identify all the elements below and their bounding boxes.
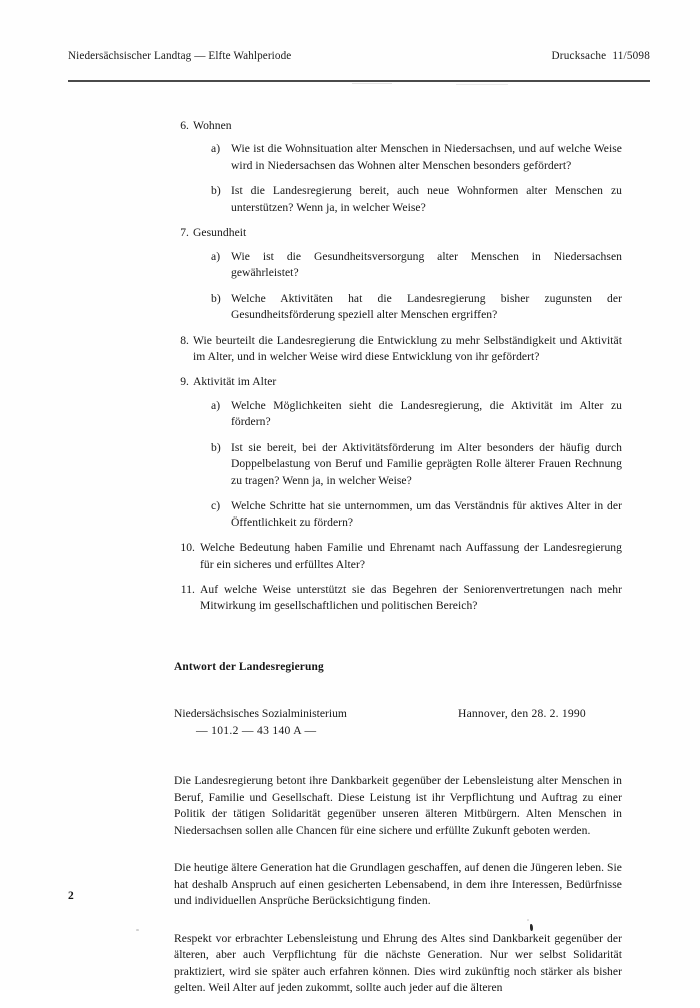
running-head-right xyxy=(552,50,650,62)
sub-item-text: Ist sie bereit, bei der Aktivitätsförderung im Alter besonders der häufig durch Doppelbelastung von Beruf und Familie geprägten Rolle älterer Frauen Rechnung zu tragen? Wenn ja, in welcher Weise? xyxy=(231,440,622,487)
item-marker: 10. xyxy=(180,541,195,555)
sub-item-marker: a) xyxy=(211,398,221,412)
scan-speckle xyxy=(456,84,508,85)
place-and-date: Hannover, den 28. 2. 1990 xyxy=(458,706,586,720)
item-marker: 6. xyxy=(180,119,189,132)
item-heading: Aktivität im Alter xyxy=(193,375,277,389)
sub-item-text: Wie ist die Wohnsituation alter Menschen in Niedersachsen, und auf welche Weise wird in Niedersachsen das Wohnen alter Menschen besonders gefördert? xyxy=(231,142,622,172)
question-item xyxy=(174,374,622,531)
item-heading: Gesundheit xyxy=(193,226,247,240)
question-item xyxy=(174,225,622,323)
sub-item xyxy=(211,498,622,531)
scan-speckle xyxy=(530,924,533,931)
sub-item-marker: b) xyxy=(211,440,221,454)
ministry-block xyxy=(174,706,622,740)
running-head-left: Niedersächsischer Landtag — Elfte Wahlperiode xyxy=(68,50,292,62)
answer-paragraph: Respekt vor erbrachter Lebensleistung und Ehrung des Altes sind Dankbarkeit gegenüber der älteren, aber auch Verpflichtung für die nächste Generation. Nur wer selbst Solidarität praktiziert, wird sie später auch erfahren können. Dies wird zukünftig noch stärker als bisher gelten. Weil Alter auf jeden zukommt, sollte auch jeder auf die älteren xyxy=(174,931,622,994)
sub-list xyxy=(193,398,622,531)
question-item xyxy=(174,582,622,615)
question-item xyxy=(174,118,622,216)
ministry-file-code: — 101.2 — 43 140 A — xyxy=(196,723,317,737)
answer-paragraph: Die heutige ältere Generation hat die Grundlagen geschaffen, auf denen die Jüngeren leben. Sie hat deshalb Anspruch auf einen gesicherten Lebensabend, in dem ihre Interessen, Bedürfnisse und individuellen Ansprüche Berücksichtigung finden. xyxy=(174,861,622,908)
item-marker: 8. xyxy=(180,333,189,347)
sub-item xyxy=(211,291,622,324)
item-marker: 11. xyxy=(180,582,195,596)
sub-item-text: Welche Möglichkeiten sieht die Landesregierung, die Aktivität im Alter zu fördern? xyxy=(231,398,622,429)
question-item xyxy=(174,333,622,366)
sub-item-text: Ist die Landesregierung bereit, auch neue Wohnformen alter Menschen zu unterstützen? Wenn ja, in welcher Weise? xyxy=(231,184,622,214)
question-list xyxy=(174,118,622,615)
page-number: 2 xyxy=(68,890,74,902)
sub-item xyxy=(211,183,622,216)
running-head xyxy=(68,50,650,62)
sub-list xyxy=(193,141,622,216)
question-item xyxy=(174,540,622,573)
sub-item xyxy=(211,141,622,174)
answer-paragraph: Die Landesregierung betont ihre Dankbarkeit gegenüber der Lebensleistung alter Menschen in Beruf, Familie und Gesellschaft. Diese Leistung ist ihr Verpflichtung und Auftrag zu einer Politik der tätigen Solidarität gegenüber unseren älteren Mitbürgern. Alten Menschen in Niedersachsen sollen alle Chancen für eine sichere und erfüllte Zukunft geboten werden. xyxy=(174,774,622,837)
sub-item-marker: b) xyxy=(211,291,221,305)
item-text: Welche Bedeutung haben Familie und Ehrenamt nach Auffassung der Landesregierung für ein sicheres und erfülltes Alter? xyxy=(200,541,622,571)
sub-list xyxy=(193,249,622,324)
sub-item-text: Wie ist die Gesundheitsversorgung alter Menschen in Niedersachsen gewährleistet? xyxy=(231,249,622,280)
sub-item-marker: c) xyxy=(211,499,221,513)
scan-speckle xyxy=(527,919,529,921)
item-text: Wie beurteilt die Landesregierung die Entwicklung zu mehr Selbständigkeit und Aktivität im Alter, und in welcher Weise wird diese Entwicklung von ihr gefördert? xyxy=(193,333,622,363)
sub-item-marker: b) xyxy=(211,184,221,198)
header-rule xyxy=(68,80,650,82)
sub-item-marker: a) xyxy=(211,142,221,156)
sub-item-text: Welche Schritte hat sie unternommen, um das Verständnis für aktives Alter in der Öffentlichkeit zu fördern? xyxy=(231,499,622,529)
answer-section-title: Antwort der Landesregierung xyxy=(174,660,324,673)
item-marker: 9. xyxy=(180,375,189,389)
drucksache-number: 11/5098 xyxy=(612,50,650,62)
drucksache-label: Drucksache xyxy=(551,50,607,62)
scan-speckle xyxy=(352,83,392,84)
item-text: Auf welche Weise unterstützt sie das Begehren der Seniorenvertretungen nach mehr Mitwirkung im gesellschaftlichen und politischen Bereich? xyxy=(200,582,622,613)
sub-item xyxy=(211,249,622,282)
page-content xyxy=(174,118,622,1008)
scan-speckle xyxy=(136,929,139,931)
ministry-name: Niedersächsisches Sozialministerium xyxy=(174,706,347,720)
sub-item xyxy=(211,398,622,431)
sub-item-text: Welche Aktivitäten hat die Landesregierung bisher zugunsten der Gesundheitsförderung speziell alter Menschen ergriffen? xyxy=(231,291,622,322)
item-heading: Wohnen xyxy=(193,119,232,132)
sub-item xyxy=(211,440,622,489)
item-marker: 7. xyxy=(180,226,189,240)
sub-item-marker: a) xyxy=(211,249,221,263)
